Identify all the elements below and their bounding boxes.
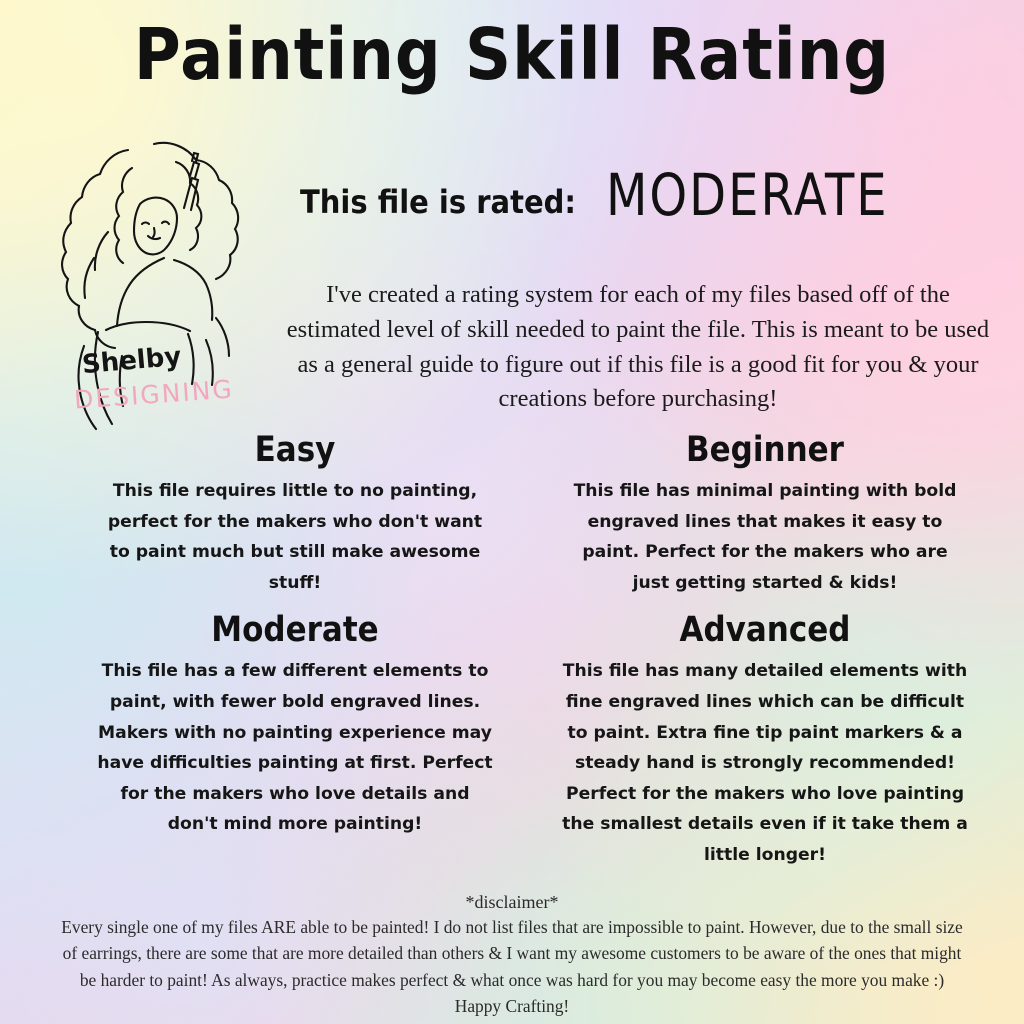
brand-tagline: DESIGNING <box>73 374 235 415</box>
level-description: This file has minimal painting with bold engraved lines that makes it easy to paint. Perfect for the makers who are just getting started & kids! <box>573 481 957 593</box>
level-title: Easy <box>254 429 336 471</box>
level-card-easy <box>70 429 520 598</box>
brand-name: Shelby <box>80 341 183 381</box>
skill-levels-grid <box>70 429 990 871</box>
level-title: Beginner <box>686 429 844 471</box>
rating-value: MODERATE <box>605 162 889 230</box>
page-title: Painting Skill Rating <box>133 14 891 97</box>
level-card-beginner <box>530 429 1000 598</box>
disclaimer-title: *disclaimer* <box>465 892 559 912</box>
disclaimer-body: Every single one of my files ARE able to be painted! I do not list files that are impossible to paint. However, due to the small size of earrings, there are some that are more detailed than others & I want my awesome customers to be aware of the ones that might be harder to paint! As always, practice makes perfect & what once was hard for you may become easy the more you make :) Happy Crafting! <box>61 917 963 1017</box>
level-card-advanced <box>530 612 1000 870</box>
brand-logo <box>36 108 286 448</box>
rating-label: This file is rated: <box>300 183 576 221</box>
level-description: This file has many detailed elements with fine engraved lines which can be difficult to paint. Extra fine tip paint markers & a steady hand is strongly recommended! Perfect for the makers who love painting the smallest details even if it take them a little longer! <box>562 661 968 866</box>
level-title: Advanced <box>679 610 851 651</box>
level-card-moderate <box>70 612 520 870</box>
rating-line <box>300 162 980 230</box>
intro-paragraph: I've created a rating system for each of my files based off of the estimated level of skill needed to paint the file. This is meant to be used as a general guide to figure out if this file is a good fit for you & your creations before purchasing! <box>286 281 990 413</box>
level-description: This file requires little to no painting, perfect for the makers who don't want to paint much but still make awesome stuff! <box>107 481 483 593</box>
level-description: This file has a few different elements to paint, with fewer bold engraved lines. Makers with no painting experience may have difficulties painting at first. Perfect for the makers who love details and don't mind more painting! <box>97 661 493 835</box>
level-title: Moderate <box>211 610 379 651</box>
